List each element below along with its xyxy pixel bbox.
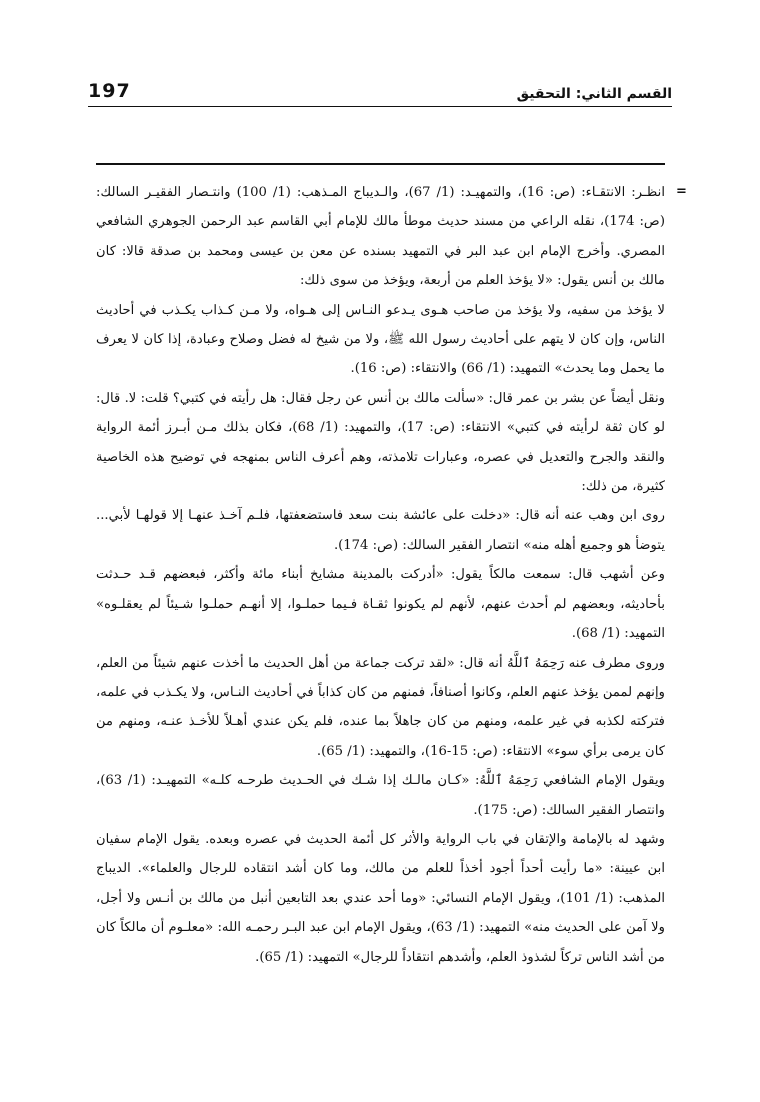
paragraph: ونقل أيضاً عن بشر بن عمر قال: «سألت مالك بن أنس عن رجل فقال: هل رأيته في كتبي؟ قلت: لا. قال: لو كان ثقة لرأيته في كتبي» الانتقاء: (ص: 17)، والتمهيد: (1/ 68)، فكان بذلك مـن أبـرز أئمة الرواية والنقد والجرح والتعديل في عصره، وعبارات تلامذته، وهم أعرف الناس بمنهجه في توضيح هذه الخاصية كثيرة، من ذلك:	[96, 390, 665, 495]
paragraph: انظـر: الانتقـاء: (ص: 16)، والتمهيـد: (1/ 67)، والـديباج المـذهب: (1/ 100) وانتـصار الفقيـر السالك: (ص: 174)، نقله الراعي من مسند حديث موطأ مالك للإمام أبي القاسم عبد الرحمن الجوهري الشافعي المصري. وأخرج الإمام ابن عبد البر في التمهيد بسنده عن معن بن عيسى ومحمد بن صدقة قالا: كان مالك بن أنس يقول: «لا يؤخذ العلم من أربعة، ويؤخذ من سوى ذلك:	[96, 185, 666, 289]
paragraph: ويقول الإمام الشافعي رَحِمَهُ ٱللَّهُ: «كـان مالـك إذا شـك في الحـديث طرحـه كلـه» التمهيـد: (1/ 63)، وانتصار الفقير السالك: (ص: 175).	[96, 773, 665, 818]
paragraph: لا يؤخذ من سفيه، ولا يؤخذ من صاحب هـوى يـدعو النـاس إلى هـواه، ولا مـن كـذاب يكـذب في أحاديث الناس، وإن كان لا يتهم على أحاديث رسول الله ﷺ، ولا من شيخ له فضل وصلاح وعبادة، إذا كان لا يعرف ما يحمل وما يحدث» التمهيد: (1/ 66) والانتقاء: (ص: 16).	[96, 302, 665, 377]
page-header	[88, 80, 672, 106]
footnote-body	[96, 178, 665, 972]
paragraph: وشهد له بالإمامة والإتقان في باب الرواية والأثر كل أئمة الحديث في عصره وبعده. يقول الإمام سفيان ابن عيينة: «ما رأيت أحداً أجود أخذاً للعلم من مالك، وما كان أشد انتقاده للرجال والعلماء». الديباج المذهب: (1/ 101)، ويقول الإمام النسائي: «وما أحد عندي بعد التابعين أنبل من مالك بن أنـس ولا أجل، ولا آمن على الحديث منه» التمهيد: (1/ 63)، ويقول الإمام ابن عبد البـر رحمـه الله: «معلـوم أن مالكاً كان من أشد الناس تركاً لشذوذ العلم، وأشدهم انتقاداً للرجال» التمهيد: (1/ 65).	[96, 831, 666, 965]
continuation-mark: =	[676, 184, 687, 199]
paragraph: وعن أشهب قال: سمعت مالكاً يقول: «أدركت بالمدينة مشايخ أبناء مائة وأكثر، فبعضهم قـد حـدثت بأحاديثه، وبعضهم لم أحدث عنهم، لأنهم لم يكونوا ثقـاة فـيما حملـوا، إلا أنهـم حملـوا شـيئاً لم يعقلـوه» التمهيد: (1/ 68).	[96, 567, 665, 642]
running-title: القسم الثاني: التحقيق	[516, 86, 672, 102]
header-rule	[88, 106, 672, 107]
paragraph: روى ابن وهب عنه أنه قال: «دخلت على عائشة بنت سعد فاستضعفتها، فلـم آخـذ عنهـا إلا قولهـا لأبي... يتوضأ هو وجميع أهله منه» انتصار الفقير السالك: (ص: 174).	[96, 508, 665, 553]
page-number: 197	[88, 80, 131, 102]
paragraph: وروى مطرف عنه رَحِمَهُ ٱللَّهُ أنه قال: «لقد تركت جماعة من أهل الحديث ما أخذت عنهم شيئاً من العلم، وإنهم لممن يؤخذ عنهم العلم، وكانوا أصنافاً، فمنهم من كان كذاباً في أحاديث النـاس، ولا يكـذب في علمه، فتركته لكذبه في غير علمه، ومنهم من كان جاهلاً بما عنده، فلم يكن عندي أهـلاً للأخـذ عنـه، ومنهم من كان يرمى برأي سوء» الانتقاء: (ص: 15-16)، والتمهيد: (1/ 65).	[96, 655, 665, 759]
footnote-separator-rule	[96, 163, 665, 165]
